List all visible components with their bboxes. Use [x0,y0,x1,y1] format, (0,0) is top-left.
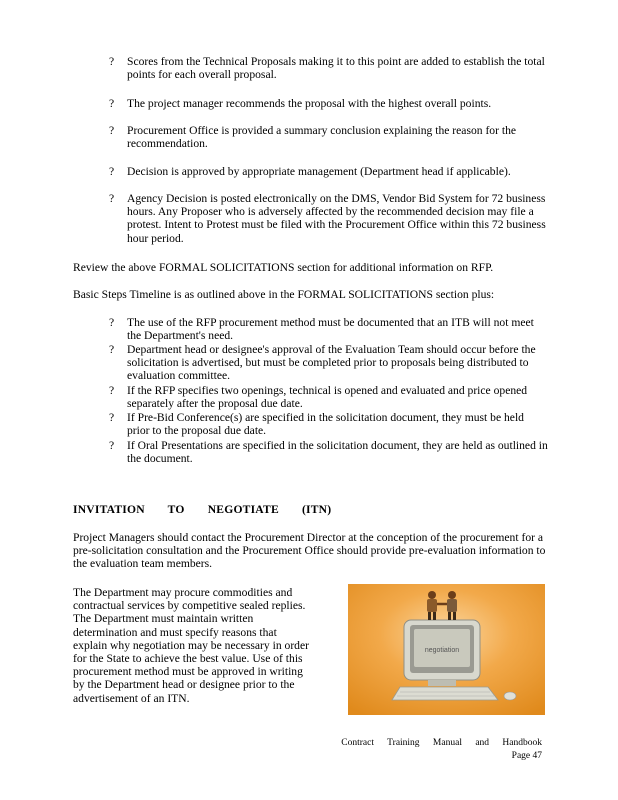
bullet-marker: ? [109,343,115,356]
bullet-text: If Oral Presentations are specified in the solicitation document, they are held as outlined in the document. [127,439,548,466]
bullet-item [109,411,549,437]
bullet-text: Decision is approved by appropriate management (Department head if applicable). [127,165,511,178]
bullet-text: If the RFP specifies two openings, technical is opened and evaluated and price opened separately after the proposal due date. [127,384,528,411]
bullet-item [109,439,549,465]
image-caption: negotiation [424,647,460,654]
bullet-item [109,97,549,110]
basic-steps-paragraph: Basic Steps Timeline is as outlined above in the FORMAL SOLICITATIONS section plus: [73,288,495,301]
negotiation-illustration [348,584,545,715]
bullet-item [109,124,549,150]
bullet-item [109,165,549,178]
bullet-marker: ? [109,55,115,68]
bullet-marker: ? [109,97,115,110]
bullet-item [109,192,549,245]
itn-heading: INVITATION TO NEGOTIATE (ITN) [73,503,332,516]
itn-body-paragraph: The Department may procure commodities and contractual services by competitive sealed replies. The Department must maintain written determination and must specify reasons that explain why negotiation may be necessary in order for the State to achieve the best value. Use of this procurement method must be approved in writing by the Department head or designee prior to the advertisement of an ITN. [73,586,309,705]
bullet-marker: ? [109,192,115,205]
bullet-item [109,316,549,342]
bullet-text: Department head or designee's approval of the Evaluation Team should occur before the solicitation is advertised, but must be completed prior to proposals being distributed to evaluation committee. [127,343,536,383]
bullet-marker: ? [109,165,115,178]
bullet-item [109,55,549,81]
bullet-marker: ? [109,124,115,137]
review-paragraph: Review the above FORMAL SOLICITATIONS section for additional information on RFP. [73,261,494,274]
bullet-text: The project manager recommends the proposal with the highest overall points. [127,97,492,110]
bullet-marker: ? [109,411,115,424]
bullet-text: Procurement Office is provided a summary conclusion explaining the reason for the recommendation. [127,124,517,151]
bullet-text: Scores from the Technical Proposals making it to this point are added to establish the total points for each overall proposal. [127,55,545,82]
bullet-text: The use of the RFP procurement method must be documented that an ITB will not meet the Department's need. [127,316,534,343]
footer-manual-title: Contract Training Manual and Handbook [341,738,542,748]
bullet-marker: ? [109,384,115,397]
bullet-marker: ? [109,439,115,452]
bullet-item [109,384,549,410]
bullet-item [109,343,549,383]
bullet-text: Agency Decision is posted electronically on the DMS, Vendor Bid System for 72 business hours. Any Proposer who is adversely affected by the recommended decision may file a protest. Intent to Protest must be filed with the Procurement Office within this 72 business hour period. [127,192,546,245]
itn-paragraph: Project Managers should contact the Procurement Director at the conception of the procurement for a pre-solicitation consultation and the Procurement Office should provide pre-evaluation information to the evaluation team members. [73,531,546,571]
bullet-text: If Pre-Bid Conference(s) are specified in the solicitation document, they must be held prior to the proposal due date. [127,411,524,438]
bullet-marker: ? [109,316,115,329]
footer-page-number: Page 47 [511,751,542,761]
